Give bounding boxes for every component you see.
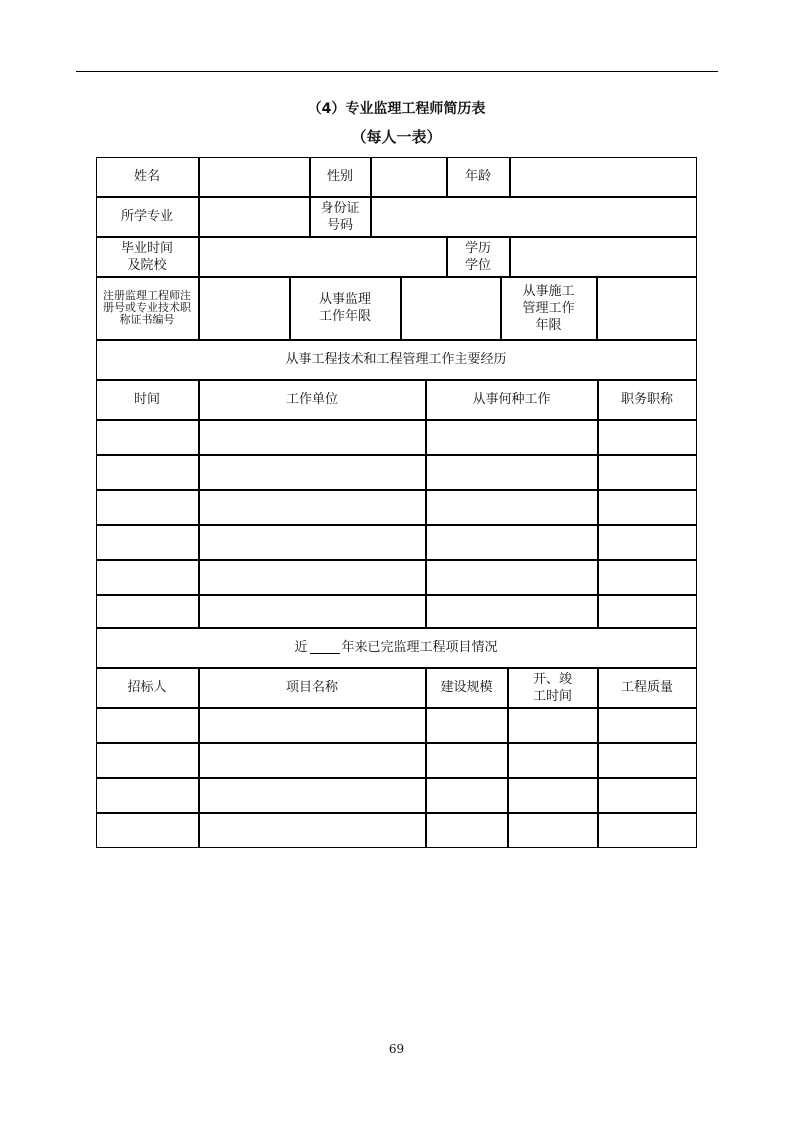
graduation-label: 毕业时间及院校 [121,240,174,273]
project-cell[interactable] [508,743,598,778]
projects-header-name: 项目名称 [199,668,426,708]
id-card-label: 身份证号码 [320,200,360,233]
page-title: （4）专业监理工程师简历表 [307,101,486,117]
experience-header-time: 时间 [96,380,199,420]
experience-cell[interactable] [598,525,697,560]
education-label: 学历学位 [465,240,492,273]
experience-cell[interactable] [426,420,598,455]
name-field[interactable] [199,157,310,197]
experience-cell[interactable] [199,595,426,628]
project-cell[interactable] [96,813,199,848]
age-field[interactable] [510,157,697,197]
project-cell[interactable] [199,708,426,743]
experience-cell[interactable] [96,420,199,455]
projects-section-title [96,628,697,668]
supervision-years-field[interactable] [401,277,501,340]
registration-field[interactable] [199,277,290,340]
experience-cell[interactable] [426,455,598,490]
major-label: 所学专业 [96,197,199,237]
project-cell[interactable] [96,778,199,813]
project-cell[interactable] [598,708,697,743]
project-cell[interactable] [426,778,508,813]
id-card-field[interactable] [371,197,697,237]
experience-cell[interactable] [199,525,426,560]
registration-label: 注册监理工程师注册号或专业技术职称证书编号 [103,289,191,326]
experience-cell[interactable] [426,595,598,628]
major-field[interactable] [199,197,310,237]
project-cell[interactable] [598,743,697,778]
name-label: 姓名 [96,157,199,197]
education-field[interactable] [510,237,697,277]
projects-header-dates: 开、竣工时间 [532,671,572,704]
experience-cell[interactable] [199,455,426,490]
age-label: 年龄 [447,157,510,197]
graduation-field[interactable] [199,237,447,277]
experience-cell[interactable] [598,595,697,628]
experience-header-employer: 工作单位 [199,380,426,420]
project-cell[interactable] [199,778,426,813]
experience-cell[interactable] [426,490,598,525]
experience-cell[interactable] [96,560,199,595]
experience-cell[interactable] [199,560,426,595]
experience-cell[interactable] [598,455,697,490]
experience-cell[interactable] [598,420,697,455]
projects-header-quality: 工程质量 [598,668,697,708]
experience-cell[interactable] [426,560,598,595]
construction-years-field[interactable] [597,277,697,340]
experience-cell[interactable] [96,525,199,560]
gender-field[interactable] [371,157,447,197]
project-cell[interactable] [508,708,598,743]
experience-header-title: 职务职称 [598,380,697,420]
project-cell[interactable] [96,743,199,778]
project-cell[interactable] [508,778,598,813]
project-cell[interactable] [96,708,199,743]
experience-cell[interactable] [96,595,199,628]
experience-cell[interactable] [96,490,199,525]
project-cell[interactable] [199,743,426,778]
experience-cell[interactable] [598,490,697,525]
projects-title-prefix: 近 [294,640,308,655]
page-number: 69 [388,1042,405,1056]
construction-years-label: 从事施工管理工作年限 [522,283,575,333]
projects-title-suffix: 年来已完监理工程项目情况 [341,640,498,655]
supervision-years-label: 从事监理工作年限 [319,292,372,324]
project-cell[interactable] [508,813,598,848]
project-cell[interactable] [426,743,508,778]
gender-label: 性别 [310,157,371,197]
experience-cell[interactable] [199,490,426,525]
project-cell[interactable] [199,813,426,848]
experience-cell[interactable] [598,560,697,595]
experience-cell[interactable] [426,525,598,560]
project-cell[interactable] [426,708,508,743]
years-blank[interactable] [310,641,340,654]
project-cell[interactable] [598,778,697,813]
projects-header-client: 招标人 [96,668,199,708]
experience-cell[interactable] [96,455,199,490]
resume-table [96,157,697,847]
project-cell[interactable] [426,813,508,848]
experience-header-work: 从事何种工作 [426,380,598,420]
projects-header-scale: 建设规模 [426,668,508,708]
header-rule [76,71,718,72]
experience-cell[interactable] [199,420,426,455]
experience-section-title: 从事工程技术和工程管理工作主要经历 [96,340,697,380]
page-subtitle: （每人一表） [351,128,442,146]
project-cell[interactable] [598,813,697,848]
